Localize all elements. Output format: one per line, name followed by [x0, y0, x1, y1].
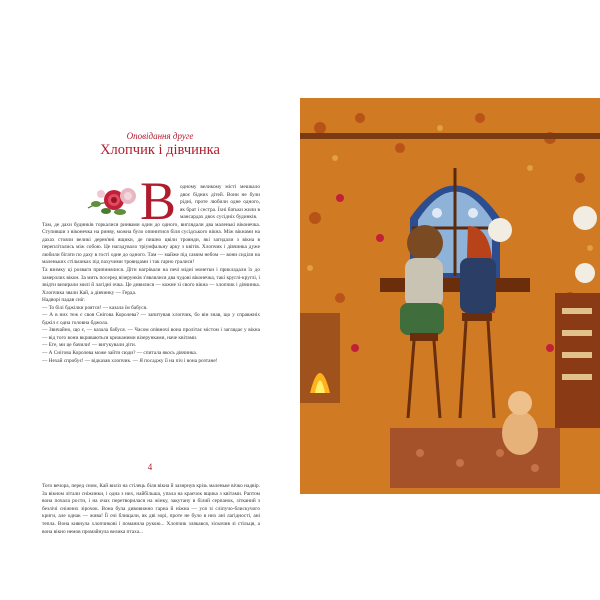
chapter-title: Хлопчик і дівчинка — [100, 142, 220, 158]
illustration-children-at-window — [300, 98, 600, 494]
drop-cap: В — [140, 171, 177, 231]
paragraph: — А в них теж є своя Снігова Королева? — запитував хлопчик, бо він знав, що у справжніх бджіл є одна головна бджола. — [42, 312, 260, 326]
paragraph: Надворі падав сніг. — [42, 297, 86, 304]
paragraph: — Еге, ми це бачили! — вигукували діти. — [42, 342, 137, 349]
paragraph: Там, де дахи будинків торкалися ринвами один до одного, виглядали два маленькі віконечка. Ступивши з віконечка на ринву, можна було опинитися біля сусідського вікна. Між вікнами на дахах стояли великі дерев'яні ящики, де пишно цвіли троянди, які загидали з вікна в переплітались між собою. Це нагадувало тріумфальну арку з квітів. Хлопчик і дівчинка дуже любили бігати по даху в гості одне до одного. Там — майже під самим небом — вони сиділи на маленьких стільчиках під пахучими трояндами і так гарно гралися! — [42, 221, 260, 266]
right-page — [300, 0, 600, 600]
chapter-subtitle: Оповідання друге — [126, 131, 194, 141]
page-number: 4 — [147, 462, 153, 472]
body-text-lower — [42, 478, 260, 541]
paragraph: — То білі бджілки роятся! — казала їм бабуся. — [42, 304, 148, 311]
paragraph: Та взимку ці розваги припинялися. Діти нагрівали на печі мідні монетки і прикладали їх до замерзлих вікон. За мить посеред візерунків з'являлися два чудові віконечка, такі круглі-круглі, і звідти визирали милі й лагідні очка. Це дивилися — кожне зі свого вікна — хлопчик і дівчинка. Хлопчика звали Кай, а дівчинку — Герда. — [42, 267, 260, 296]
paragraph: — Нехай спробує! — відказав хлопчик. — Я посаджу її на піч і вона розтане! — [42, 357, 218, 364]
paragraph: Того вечора, перед сном, Кай виліз на стілець біля вікна й зазирнув крізь маленьке вічко надвір. За вікном літали сніжинки, і одна з них, найбільша, упала на краєчок ящика з квітами. Раптом вона почала рости, і на очах перетворилася на жінку, закутану в білий серпанок, зітканий з безлічі сніжних зірочок. Вона була дивовижно гарна й ніжна — уся зі сліпучо-блискучого криги, але однак — жива! Її очі блищали, як дві зорі, проте не було в них ані лагідності, ані тепла. Вона кивнула хлопчикові і поманила рукою... Хлопчик злякався, зіскочив зі стільця, а вона вікно немов промайнула велика птаха... — [42, 483, 260, 535]
paragraph: — Звичайно, що є, — казала бабуся. — Часом опівночі вона пролітає містом і заглядає у вікна — від того вони вкриваються крижаними візерунками, наче квітами. — [42, 327, 260, 341]
body-text — [42, 184, 260, 365]
paragraph: одному великому місті мешкало двоє бідних дітей. Вони не були рідні, проте любили одне одного, як брат і сестра. Їхні батьки жили в мансардах двох сусідніх будинків. — [180, 184, 260, 221]
paragraph: — А Снігова Королева може зайти сюди? — спитала якось дівчинка. — [42, 350, 198, 357]
